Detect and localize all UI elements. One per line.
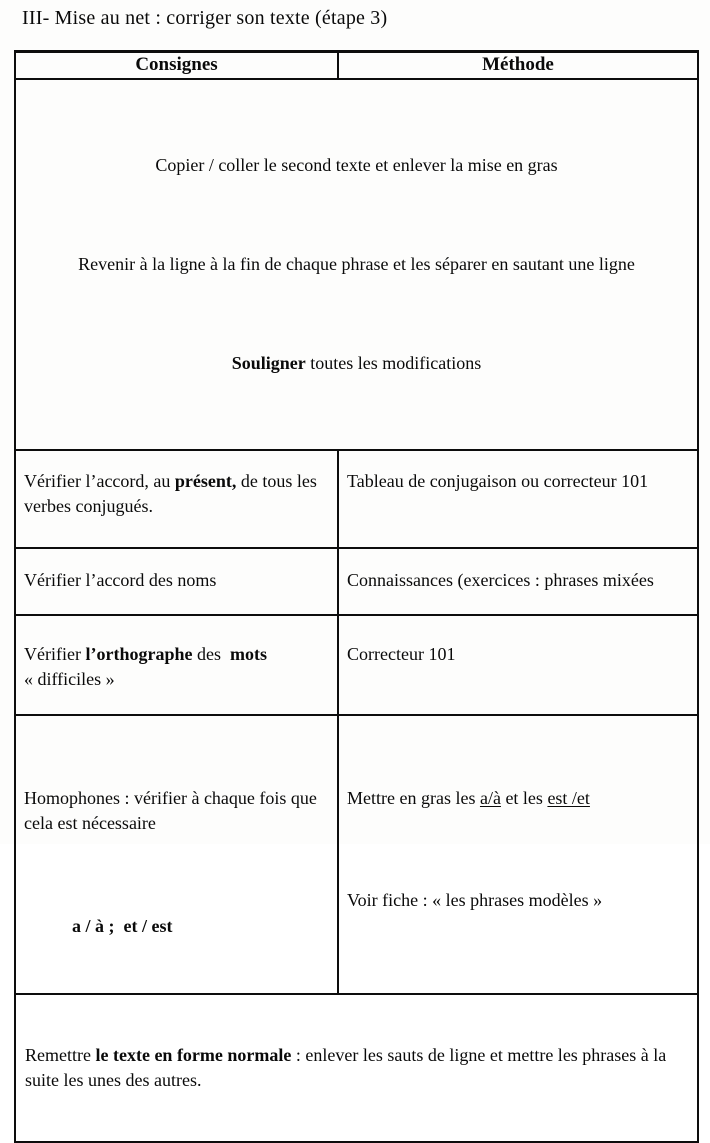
consigne-cell-homophones <box>15 715 338 994</box>
instruction-line-revenir-ligne: Revenir à la ligne à la fin de chaque phrase et les séparer en sautant une ligne <box>78 253 635 274</box>
methode-cell-connaissances: Connaissances (exercices : phrases mixées <box>338 548 698 615</box>
instructions-row <box>15 79 698 450</box>
consigne-ortho-pre: Vérifier <box>24 643 86 664</box>
methode-homophones-pre: Mettre en gras les <box>347 787 480 808</box>
methode-cell-homophones <box>338 715 698 994</box>
consigne-ortho-bold-mots: mots <box>229 643 267 664</box>
consigne-cell-orthographe <box>15 615 338 715</box>
souligner-bold-text: Souligner <box>231 352 306 373</box>
column-header-methode: Méthode <box>338 52 698 79</box>
methode-homophones-underline-a: a/à <box>479 787 501 808</box>
footer-cell <box>15 994 698 1142</box>
consigne-cell-accord-verbes <box>15 450 338 548</box>
row-orthographe <box>15 615 698 715</box>
methode-homophones-mid: et les <box>500 787 548 808</box>
methode-cell-correcteur: Correcteur 101 <box>338 615 698 715</box>
footer-pre: Remettre <box>25 1044 96 1065</box>
row-homophones <box>15 715 698 994</box>
consigne-cell-accord-noms: Vérifier l’accord des noms <box>15 548 338 615</box>
consigne-verbes-bold-present: présent, <box>174 470 237 491</box>
page-title: III- Mise au net : corriger son texte (étape 3) <box>22 7 388 29</box>
table-header-row <box>15 52 698 79</box>
consigne-ortho-bold-orthographe: l’orthographe <box>85 643 193 664</box>
methode-homophones-voir-fiche: Voir fiche : « les phrases modèles » <box>347 889 603 910</box>
consigne-verbes-pre: Vérifier l’accord, au <box>24 470 175 491</box>
row-accord-noms <box>15 548 698 615</box>
homophones-pairs-text: a / à ; et / est <box>72 915 173 936</box>
methode-cell-conjugaison: Tableau de conjugaison ou correcteur 101 <box>338 450 698 548</box>
row-remise-en-forme <box>15 994 698 1142</box>
souligner-rest-text: toutes les modifications <box>305 352 482 373</box>
instruction-line-copier-coller: Copier / coller le second texte et enlever la mise en gras <box>155 154 558 175</box>
instructions-cell <box>15 79 698 450</box>
methode-homophones-line1 <box>347 786 691 811</box>
consigne-ortho-mid: des <box>192 643 230 664</box>
consigne-homophones-text: Homophones : vérifier à chaque fois que cela est nécessaire <box>24 787 322 833</box>
footer-post: : enlever les sauts de ligne et mettre les phrases à la suite les unes des autres. <box>25 1044 671 1090</box>
worksheet-table <box>14 50 699 1143</box>
consigne-verbes-post: de tous les verbes conjugués. <box>24 470 322 516</box>
footer-bold-forme-normale: le texte en forme normale <box>95 1044 292 1065</box>
column-header-consignes: Consignes <box>15 52 338 79</box>
row-accord-verbes <box>15 450 698 548</box>
methode-homophones-underline-est: est /et <box>547 787 590 808</box>
consigne-ortho-post: « difficiles » <box>24 643 272 689</box>
instruction-line-souligner <box>16 350 697 376</box>
